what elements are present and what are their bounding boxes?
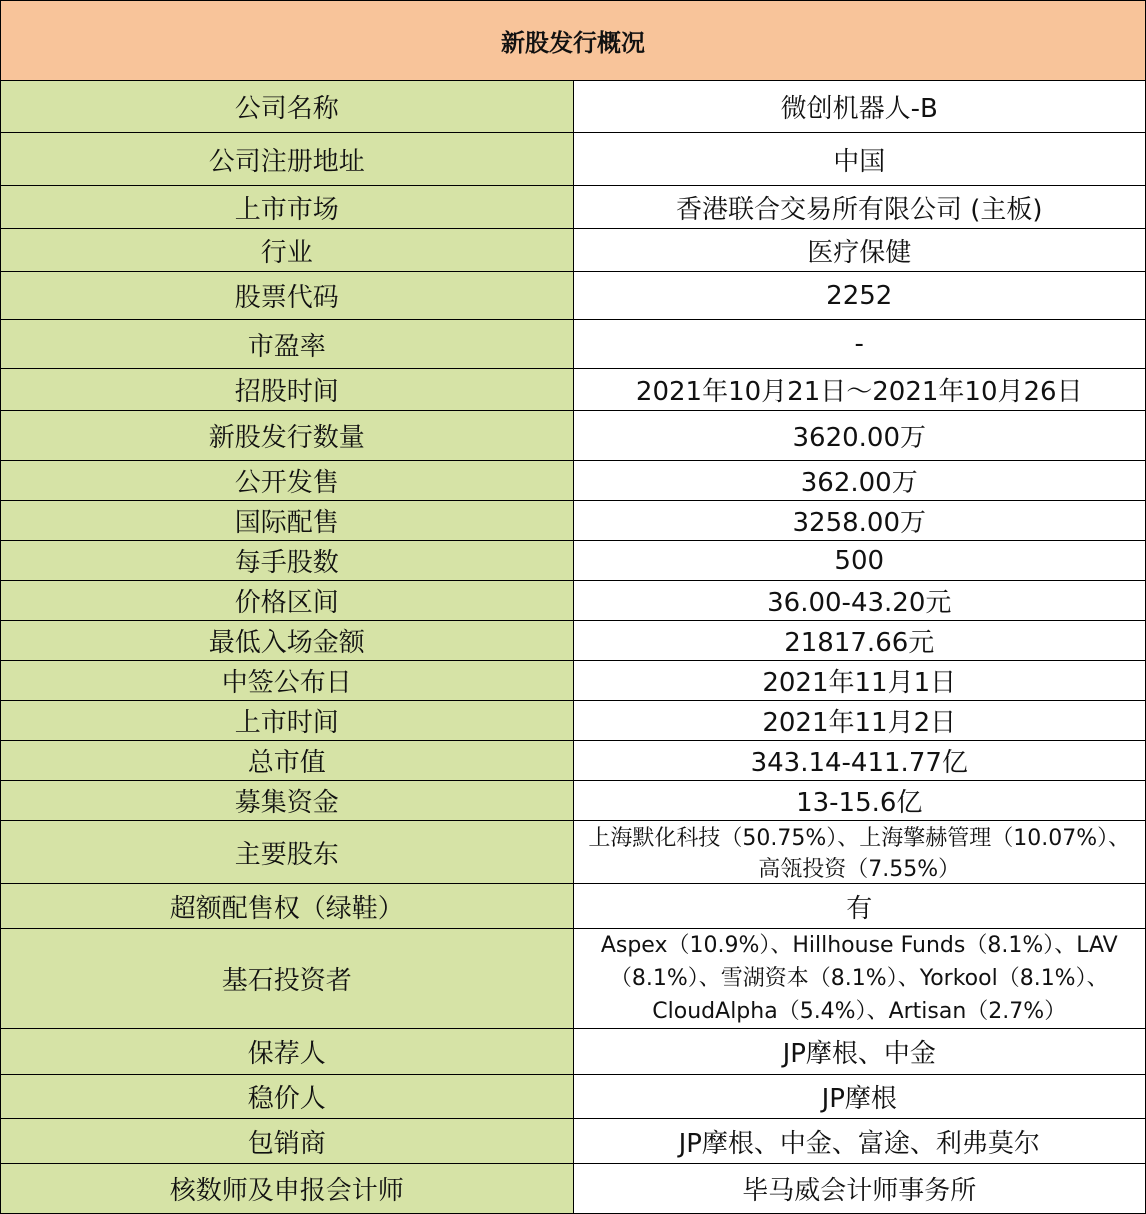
table-row-listing-date — [1, 701, 1146, 741]
table-row-industry — [1, 229, 1146, 272]
row-value: 中国 — [573, 133, 1146, 186]
table-row-pe-ratio — [1, 320, 1146, 369]
row-value: 362.00万 — [573, 461, 1146, 501]
row-label: 募集资金 — [1, 781, 574, 821]
table-row-minimum-entry — [1, 621, 1146, 661]
row-value: 2021年11月2日 — [573, 701, 1146, 741]
row-value: Aspex（10.9%）、Hillhouse Funds（8.1%）、LAV（8.1%）、雪湖资本（8.1%）、Yorkool（8.1%）、CloudAlpha（5.4%）、Artisan（2.7%） — [573, 929, 1146, 1029]
row-label: 主要股东 — [1, 821, 574, 884]
row-value: 3620.00万 — [573, 411, 1146, 461]
row-label: 总市值 — [1, 741, 574, 781]
table-row-registered-address — [1, 133, 1146, 186]
table-title: 新股发行概况 — [1, 1, 1146, 81]
row-value: 上海默化科技（50.75%）、上海擎赫管理（10.07%）、高瓴投资（7.55%） — [573, 821, 1146, 884]
table-row-shares-offered — [1, 411, 1146, 461]
table-row-price-range — [1, 581, 1146, 621]
row-label: 上市市场 — [1, 186, 574, 229]
row-value: JP摩根 — [573, 1075, 1146, 1119]
row-label: 基石投资者 — [1, 929, 574, 1029]
table-row-board-lot — [1, 541, 1146, 581]
row-value: 微创机器人-B — [573, 81, 1146, 133]
title-row — [1, 1, 1146, 81]
row-label: 上市时间 — [1, 701, 574, 741]
row-label: 稳价人 — [1, 1075, 574, 1119]
row-value: 2021年11月1日 — [573, 661, 1146, 701]
table-row-stock-code — [1, 272, 1146, 320]
table-row-stabilizing-manager — [1, 1075, 1146, 1119]
row-label: 每手股数 — [1, 541, 574, 581]
row-value: - — [573, 320, 1146, 369]
row-label: 保荐人 — [1, 1029, 574, 1075]
row-label: 超额配售权（绿鞋） — [1, 884, 574, 929]
row-value: JP摩根、中金、富途、利弗莫尔 — [573, 1119, 1146, 1164]
row-value: 2252 — [573, 272, 1146, 320]
row-value: 毕马威会计师事务所 — [573, 1164, 1146, 1214]
row-label: 国际配售 — [1, 501, 574, 541]
table-row-greenshoe — [1, 884, 1146, 929]
row-value: 2021年10月21日～2021年10月26日 — [573, 369, 1146, 411]
row-label: 行业 — [1, 229, 574, 272]
table-row-public-offering — [1, 461, 1146, 501]
table-row-market-cap — [1, 741, 1146, 781]
row-value: JP摩根、中金 — [573, 1029, 1146, 1075]
table-row-cornerstone-investors — [1, 929, 1146, 1029]
row-value: 3258.00万 — [573, 501, 1146, 541]
row-label: 招股时间 — [1, 369, 574, 411]
row-value: 36.00-43.20元 — [573, 581, 1146, 621]
row-label: 价格区间 — [1, 581, 574, 621]
table-row-auditor — [1, 1164, 1146, 1214]
table-row-underwriters — [1, 1119, 1146, 1164]
row-label: 公司注册地址 — [1, 133, 574, 186]
row-value: 343.14-411.77亿 — [573, 741, 1146, 781]
row-label: 中签公布日 — [1, 661, 574, 701]
table-row-sponsors — [1, 1029, 1146, 1075]
table-row-company-name — [1, 81, 1146, 133]
row-label: 公司名称 — [1, 81, 574, 133]
table-row-funds-raised — [1, 781, 1146, 821]
row-value: 21817.66元 — [573, 621, 1146, 661]
row-value: 医疗保健 — [573, 229, 1146, 272]
table-row-major-shareholders — [1, 821, 1146, 884]
table-row-international-placing — [1, 501, 1146, 541]
row-label: 市盈率 — [1, 320, 574, 369]
row-label: 股票代码 — [1, 272, 574, 320]
row-value: 500 — [573, 541, 1146, 581]
row-value: 有 — [573, 884, 1146, 929]
table-row-allotment-date — [1, 661, 1146, 701]
row-label: 包销商 — [1, 1119, 574, 1164]
row-value: 13-15.6亿 — [573, 781, 1146, 821]
row-value: 香港联合交易所有限公司 (主板) — [573, 186, 1146, 229]
row-label: 核数师及申报会计师 — [1, 1164, 574, 1214]
table-row-subscription-period — [1, 369, 1146, 411]
table-row-listing-market — [1, 186, 1146, 229]
row-label: 最低入场金额 — [1, 621, 574, 661]
row-label: 新股发行数量 — [1, 411, 574, 461]
row-label: 公开发售 — [1, 461, 574, 501]
